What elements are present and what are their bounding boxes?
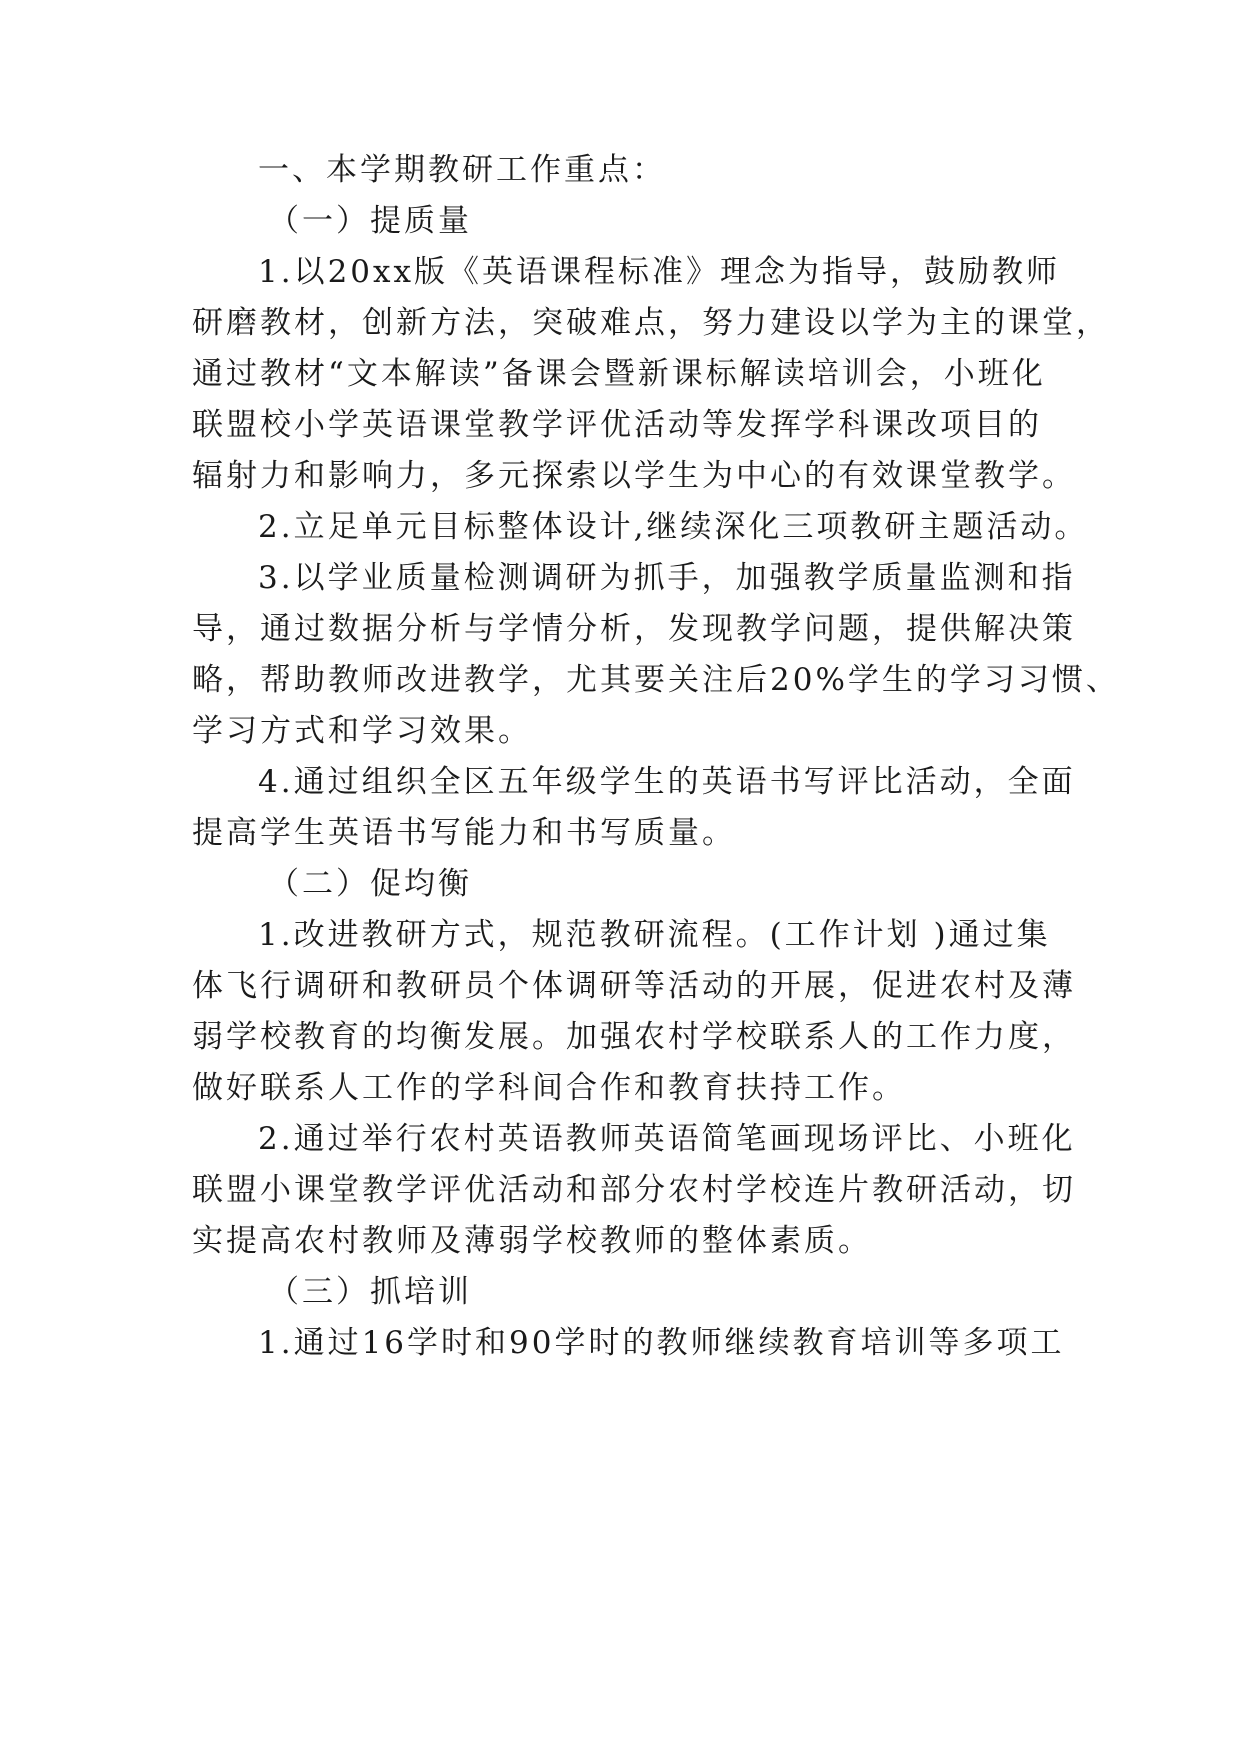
paragraph-line: 2.立足单元目标整体设计,继续深化三项教研主题活动。 (258, 509, 1089, 545)
paragraph-line: 3.以学业质量检测调研为抓手，加强教学质量监测和指 (258, 560, 1076, 596)
paragraph-line: 1.改进教研方式，规范教研流程。(工作计划 )通过集 (258, 917, 1051, 953)
paragraph-line: 辐射力和影响力，多元探索以学生为中心的有效课堂教学。 (192, 458, 1076, 494)
paragraph-line: 学习方式和学习效果。 (192, 713, 532, 749)
paragraph-line: 4.通过组织全区五年级学生的英语书写评比活动，全面 (258, 764, 1076, 800)
paragraph-line: 联盟校小学英语课堂教学评优活动等发挥学科课改项目的 (192, 407, 1042, 443)
paragraph-line: 弱学校教育的均衡发展。加强农村学校联系人的工作力度， (192, 1019, 1076, 1055)
paragraph-line: 1.通过16学时和90学时的教师继续教育培训等多项工 (258, 1325, 1065, 1361)
paragraph-line: 1.以20xx版《英语课程标准》理念为指导，鼓励教师 (258, 254, 1060, 290)
section-heading: 一、本学期教研工作重点： (258, 152, 666, 188)
subsection-heading: （一）提质量 (268, 203, 472, 239)
paragraph-line: 体飞行调研和教研员个体调研等活动的开展，促进农村及薄 (192, 968, 1076, 1004)
paragraph-line: 略，帮助教师改进教学，尤其要关注后20%学生的学习习惯、 (192, 662, 1120, 698)
paragraph-line: 导，通过数据分析与学情分析，发现教学问题，提供解决策 (192, 611, 1076, 647)
subsection-heading: （三）抓培训 (268, 1274, 472, 1310)
paragraph-line: 实提高农村教师及薄弱学校教师的整体素质。 (192, 1223, 872, 1259)
paragraph-line: 联盟小课堂教学评优活动和部分农村学校连片教研活动，切 (192, 1172, 1076, 1208)
paragraph-line: 提高学生英语书写能力和书写质量。 (192, 815, 736, 851)
paragraph-line: 研磨教材，创新方法，突破难点，努力建设以学为主的课堂， (192, 305, 1110, 341)
paragraph-line: 2.通过举行农村英语教师英语简笔画现场评比、小班化 (258, 1121, 1076, 1157)
paragraph-line: 通过教材“文本解读”备课会暨新课标解读培训会，小班化 (192, 356, 1046, 392)
subsection-heading: （二）促均衡 (268, 866, 472, 902)
paragraph-line: 做好联系人工作的学科间合作和教育扶持工作。 (192, 1070, 906, 1106)
